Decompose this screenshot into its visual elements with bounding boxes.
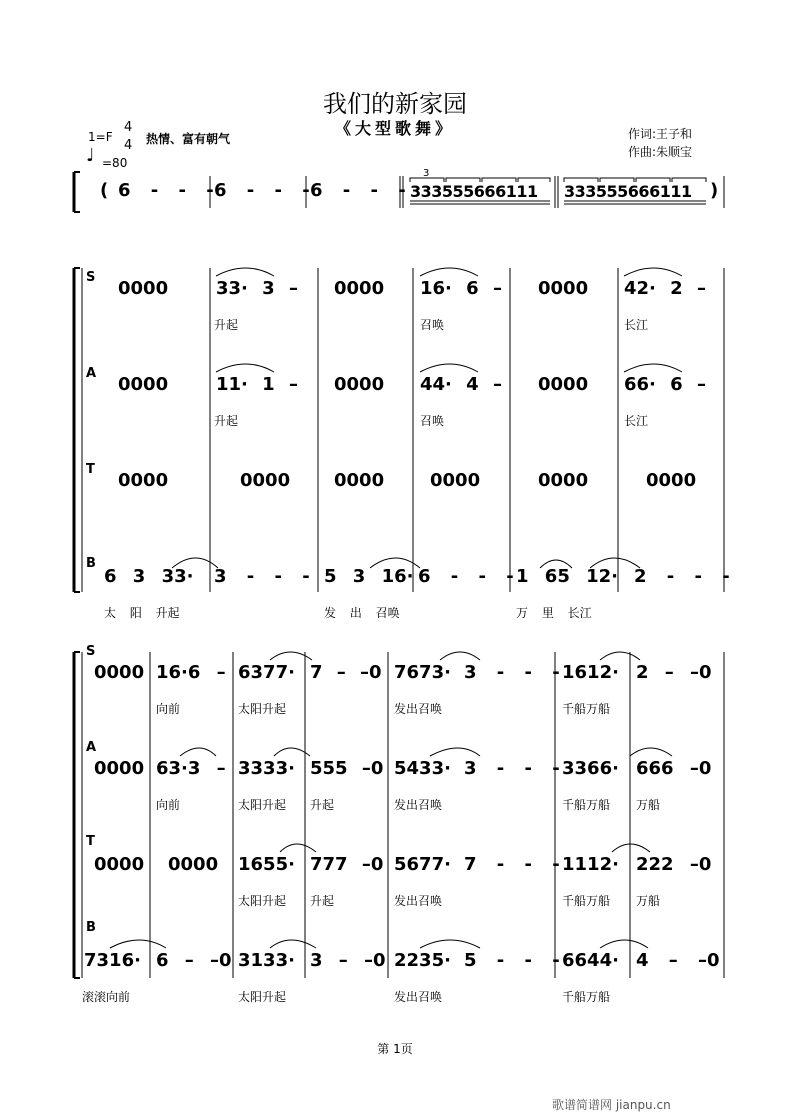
s2-alto-m1: 0000 — [94, 758, 145, 779]
s2-alto-m3: 3333· — [238, 758, 295, 779]
s2-soprano-lyric-2: 太阳升起 — [238, 702, 287, 716]
s2-tenor-m3: 1655· — [238, 854, 295, 875]
s2-soprano-m4: 7 – –0 — [310, 662, 382, 683]
intro-measure-3: 6 - - - — [310, 180, 406, 201]
time-signature-top: 4 — [124, 120, 133, 135]
voice-label-t: T — [86, 462, 95, 477]
composer: 作曲:朱顺宝 — [628, 145, 693, 159]
lyricist: 作词:王子和 — [628, 127, 693, 141]
s2-bass-m3: 3133· — [238, 950, 295, 971]
s2-bass-m8: 4 – –0 — [636, 950, 720, 971]
s2-alto-m6: 3 - - - — [464, 758, 560, 779]
s2-bass-m4: 3 – –0 — [310, 950, 386, 971]
voice-label-b: B — [86, 556, 96, 571]
s1-tenor-m6: 0000 — [646, 470, 697, 491]
s2-bass-lyric-4: 千船万船 — [562, 990, 611, 1004]
s2-tenor-lyric-1: 太阳升起 — [238, 894, 287, 908]
s1-bass-lyric-1: 太 阳 升起 — [104, 606, 180, 620]
s2-soprano-m6: 3 - - - — [464, 662, 560, 683]
time-signature-bottom: 4 — [124, 138, 133, 153]
s2-tenor-m2: 0000 — [168, 854, 219, 875]
voice-label-s2-s: S — [86, 644, 96, 659]
s1-alto-lyric-2: 召唤 — [420, 414, 445, 428]
s1-soprano-lyric-2: 召唤 — [420, 318, 445, 332]
s2-tenor-lyric-3: 发出召唤 — [394, 894, 443, 908]
s2-tenor-m6: 7 - - - — [464, 854, 560, 875]
s2-bass-lyric-3: 发出召唤 — [394, 990, 443, 1004]
s2-soprano-m7: 1612· — [562, 662, 619, 683]
key-signature: 1=F — [88, 130, 113, 144]
voice-label-s2-b: B — [86, 920, 96, 935]
s1-bass-lyric-2: 发 出 召唤 — [324, 606, 400, 620]
s2-bass-m1: 7316· — [84, 950, 141, 971]
intro-open-paren: ( — [100, 180, 109, 201]
s1-tenor-m4: 0000 — [430, 470, 481, 491]
s2-soprano-m8: 2 – –0 — [636, 662, 712, 683]
subtitle: 《大型歌舞》 — [334, 119, 455, 138]
s1-alto-m6: 66· 6 – — [624, 374, 706, 395]
s1-bass-m5: 1 65 12· — [516, 566, 618, 587]
s2-tenor-lyric-5: 万船 — [636, 894, 661, 908]
s1-soprano-m4: 16· 6 – — [420, 278, 502, 299]
s2-alto-lyric-1: 向前 — [156, 798, 181, 812]
s2-bass-m6: 5 - - - — [464, 950, 560, 971]
voice-label-a: A — [86, 366, 97, 381]
s1-tenor-m2: 0000 — [240, 470, 291, 491]
s2-tenor-m4: 777 –0 — [310, 854, 384, 875]
s2-alto-m2: 63·3 – — [156, 758, 226, 779]
s2-tenor-lyric-4: 千船万船 — [562, 894, 611, 908]
s1-alto-lyric-3: 长江 — [624, 414, 649, 428]
tempo-mark: =80 — [102, 156, 128, 170]
s1-soprano-lyric-3: 长江 — [624, 318, 649, 332]
page-title: 我们的新家园 — [323, 90, 467, 118]
s1-bass-lyric-3: 万 里 长江 — [516, 606, 592, 620]
s2-alto-m7: 3366· — [562, 758, 619, 779]
voice-label-s2-a: A — [86, 740, 97, 755]
quarter-note-icon: ♩ — [86, 145, 95, 166]
s1-soprano-m3: 0000 — [334, 278, 385, 299]
s1-tenor-m5: 0000 — [538, 470, 589, 491]
s2-alto-m8: 666 –0 — [636, 758, 712, 779]
s1-soprano-m6: 42· 2 – — [624, 278, 706, 299]
s1-bass-m2: 3 - - - — [214, 566, 310, 587]
s1-tenor-m3: 0000 — [334, 470, 385, 491]
s2-alto-lyric-3: 升起 — [310, 798, 335, 812]
s1-bass-m4: 6 - - - — [418, 566, 514, 587]
s2-tenor-m5: 5677· — [394, 854, 451, 875]
voice-label-s2-t: T — [86, 834, 95, 849]
triplet-mark: 3 — [423, 168, 430, 179]
s1-bass-m1: 6 3 33· — [104, 566, 194, 587]
s1-bass-m6: 2 - - - — [634, 566, 730, 587]
s2-alto-lyric-6: 万船 — [636, 798, 661, 812]
intro-measure-1: 6 - - - — [118, 180, 214, 201]
s1-alto-m1: 0000 — [118, 374, 169, 395]
s2-tenor-m7: 1112· — [562, 854, 619, 875]
expression-mark: 热情、富有朝气 — [146, 132, 231, 146]
s1-soprano-m2: 33· 3 – — [216, 278, 298, 299]
intro-measure-5: 333555666111 — [564, 182, 692, 201]
s1-alto-m5: 0000 — [538, 374, 589, 395]
s1-alto-m3: 0000 — [334, 374, 385, 395]
intro-close-paren: ) — [710, 180, 719, 201]
s1-soprano-m1: 0000 — [118, 278, 169, 299]
s2-bass-m2: 6 – –0 — [156, 950, 232, 971]
s1-alto-lyric-1: 升起 — [214, 414, 239, 428]
s1-soprano-m5: 0000 — [538, 278, 589, 299]
s2-tenor-m1: 0000 — [94, 854, 145, 875]
watermark: 歌谱简谱网 jianpu.cn — [552, 1098, 671, 1112]
s1-tenor-m1: 0000 — [118, 470, 169, 491]
page-number: 第 1页 — [377, 1042, 413, 1056]
voice-label-s: S — [86, 270, 96, 285]
s2-tenor-m8: 222 –0 — [636, 854, 712, 875]
s2-alto-lyric-2: 太阳升起 — [238, 798, 287, 812]
s2-alto-m5: 5433· — [394, 758, 451, 779]
s2-soprano-lyric-3: 发出召唤 — [394, 702, 443, 716]
s2-alto-lyric-5: 千船万船 — [562, 798, 611, 812]
s2-bass-lyric-1: 滚滚向前 — [82, 990, 131, 1004]
intro-measure-2: 6 - - - — [214, 180, 310, 201]
s2-bass-m7: 6644· — [562, 950, 619, 971]
s2-tenor-lyric-2: 升起 — [310, 894, 335, 908]
s2-bass-lyric-2: 太阳升起 — [238, 990, 287, 1004]
s1-soprano-lyric-1: 升起 — [214, 318, 239, 332]
s1-bass-m3: 5 3 16· — [324, 566, 414, 587]
s2-soprano-m3: 6377· — [238, 662, 295, 683]
s1-alto-m4: 44· 4 – — [420, 374, 502, 395]
s2-soprano-m5: 7673· — [394, 662, 451, 683]
s2-soprano-m2: 16·6 – — [156, 662, 226, 683]
s2-soprano-lyric-1: 向前 — [156, 702, 181, 716]
s2-soprano-lyric-4: 千船万船 — [562, 702, 611, 716]
s2-alto-m4: 555 –0 — [310, 758, 384, 779]
intro-measure-4: 333555666111 — [410, 182, 538, 201]
s2-bass-m5: 2235· — [394, 950, 451, 971]
s2-alto-lyric-4: 发出召唤 — [394, 798, 443, 812]
s2-soprano-m1: 0000 — [94, 662, 145, 683]
s1-alto-m2: 11· 1 – — [216, 374, 298, 395]
